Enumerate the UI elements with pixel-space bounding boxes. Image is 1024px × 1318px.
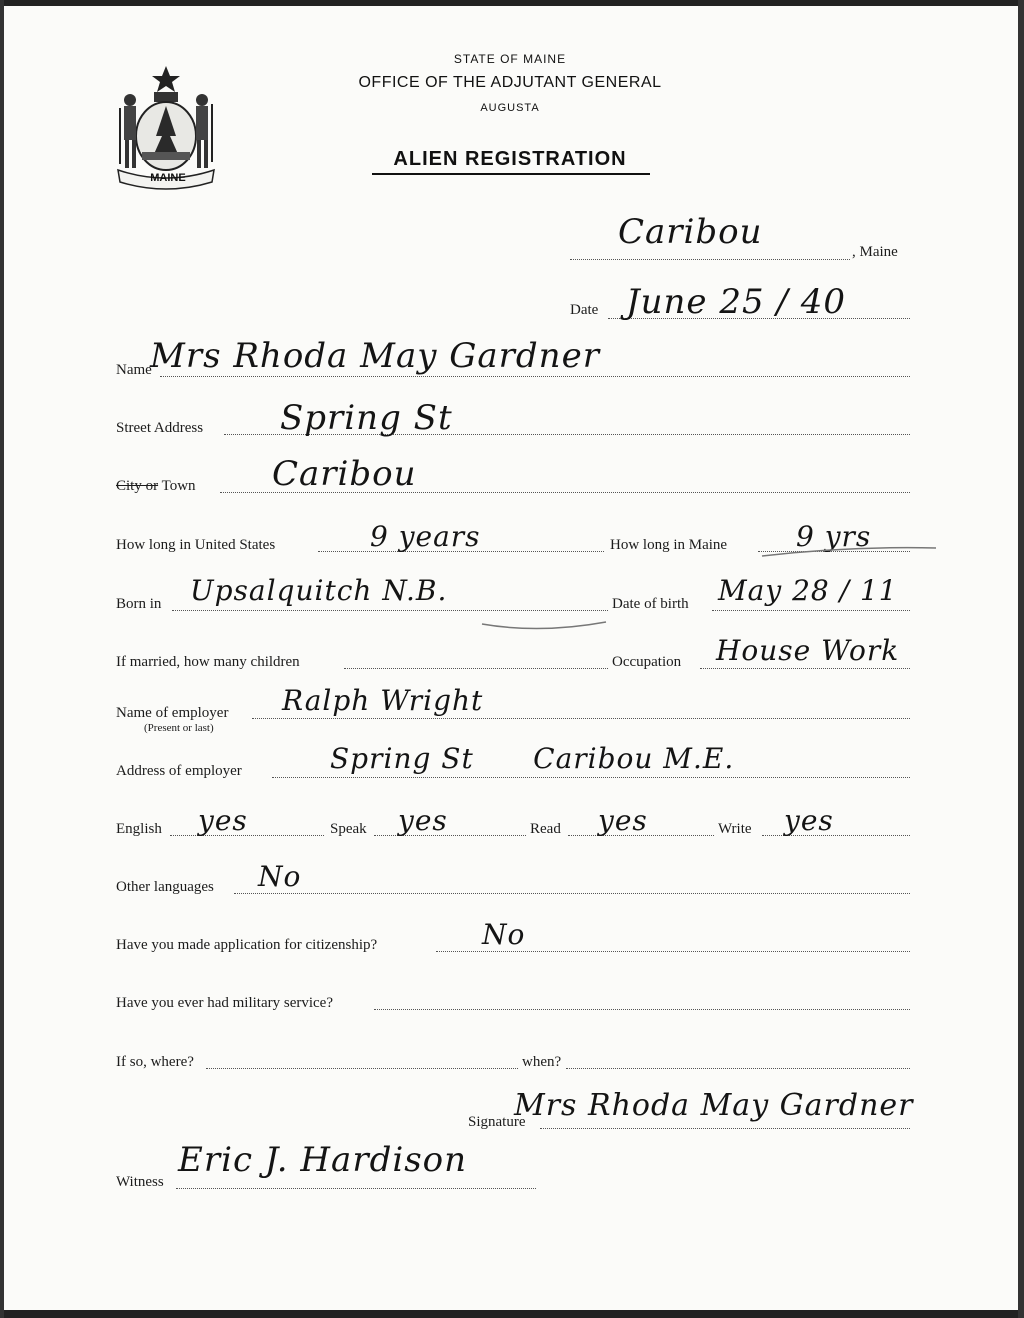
dob-value: May 28 / 11	[718, 574, 898, 607]
header-state: STATE OF MAINE	[453, 52, 567, 66]
maine-time-label: How long in Maine	[610, 537, 728, 553]
signature-value: Mrs Rhoda May Gardner	[514, 1088, 914, 1123]
occupation-value: House Work	[716, 634, 900, 667]
signature-label: Signature	[468, 1114, 526, 1130]
employer-address-value: Spring St Caribou M.E.	[330, 742, 735, 775]
date-value: June 25 / 40	[626, 282, 846, 322]
military-line	[374, 1009, 910, 1010]
where-label: If so, where?	[116, 1054, 194, 1070]
speak-value: yes	[398, 804, 448, 837]
name-value: Mrs Rhoda May Gardner	[150, 336, 600, 376]
name-label: Name	[116, 362, 152, 378]
city-or-struck-label: City or	[116, 478, 159, 494]
maine-time-value: 9 yrs	[796, 520, 872, 553]
occupation-line	[700, 668, 910, 669]
town-label	[116, 478, 196, 495]
form-title: ALIEN REGISTRATION	[393, 148, 627, 170]
header-office: OFFICE OF THE ADJUTANT GENERAL	[358, 74, 662, 91]
street-label: Street Address	[116, 420, 204, 436]
title-underline	[372, 173, 650, 175]
where-line	[206, 1068, 518, 1069]
employer-address-label: Address of employer	[116, 763, 242, 779]
other-languages-label: Other languages	[116, 879, 214, 895]
citizenship-value: No	[482, 918, 526, 951]
date-label: Date	[570, 302, 599, 318]
witness-value: Eric J. Hardison	[178, 1140, 468, 1180]
read-value: yes	[598, 804, 648, 837]
scan-border-bottom	[0, 1310, 1024, 1318]
dob-line	[712, 610, 910, 611]
read-label: Read	[530, 821, 561, 837]
other-languages-value: No	[258, 860, 302, 893]
speak-label: Speak	[330, 821, 367, 837]
scan-border-right	[1018, 0, 1024, 1318]
born-line	[172, 610, 608, 611]
other-languages-line	[234, 893, 910, 894]
children-line	[344, 668, 608, 669]
town-label-text: Town	[161, 478, 196, 494]
citizenship-line	[436, 951, 910, 952]
us-time-label: How long in United States	[116, 537, 276, 553]
scan-border-left	[0, 0, 4, 1318]
location-suffix: , Maine	[852, 244, 898, 260]
witness-label: Witness	[116, 1174, 164, 1190]
scan-border-top	[0, 0, 1024, 6]
employer-sublabel: (Present or last)	[144, 722, 214, 734]
street-value: Spring St	[280, 398, 453, 438]
citizenship-label: Have you made application for citizenship?	[116, 937, 378, 953]
employer-line	[252, 718, 910, 719]
town-value: Caribou	[272, 454, 417, 494]
born-label: Born in	[116, 596, 162, 612]
seal-banner-text: MAINE	[150, 172, 186, 184]
when-label: when?	[522, 1054, 562, 1070]
english-value: yes	[198, 804, 248, 837]
signature-line	[540, 1128, 910, 1129]
write-label: Write	[718, 821, 752, 837]
employer-label: Name of employer	[116, 705, 229, 721]
location-value: Caribou	[618, 212, 763, 252]
location-line	[570, 259, 850, 260]
military-label: Have you ever had military service?	[116, 995, 333, 1011]
write-value: yes	[784, 804, 834, 837]
dob-label: Date of birth	[612, 596, 689, 612]
us-time-value: 9 years	[370, 520, 481, 553]
pen-underline-born	[480, 616, 610, 632]
employer-address-line	[272, 777, 910, 778]
when-line	[566, 1068, 910, 1069]
born-value: Upsalquitch N.B.	[190, 574, 448, 607]
witness-line	[176, 1188, 536, 1189]
speak-line	[374, 835, 526, 836]
employer-value: Ralph Wright	[282, 684, 484, 717]
name-line	[160, 376, 910, 377]
occupation-label: Occupation	[612, 654, 682, 670]
header-city: AUGUSTA	[480, 102, 540, 114]
children-label: If married, how many children	[116, 654, 300, 670]
english-label: English	[116, 821, 162, 837]
